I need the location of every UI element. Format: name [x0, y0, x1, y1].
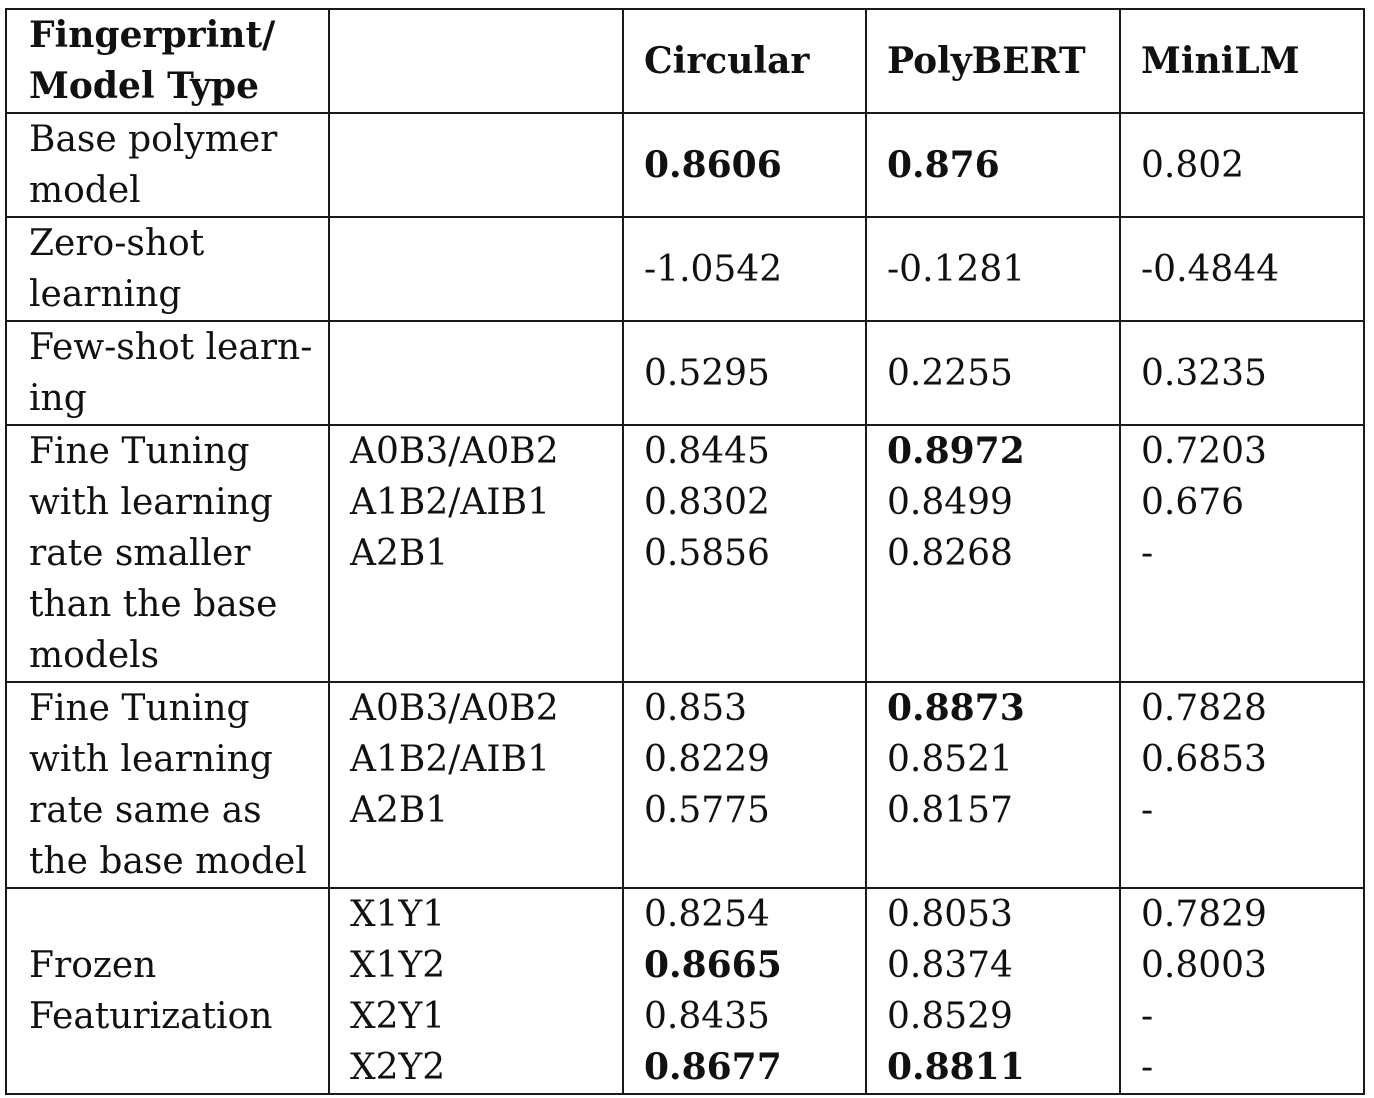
sub-item: A2B1: [350, 790, 449, 831]
table-row-frozen-featurization: [6, 888, 1364, 1094]
row-sub: [329, 888, 623, 1094]
row-label-line: rate smaller: [29, 533, 251, 574]
header-line-2: Model Type: [29, 65, 259, 107]
sub-item: A2B1: [350, 533, 449, 574]
row-label-line: Few-shot learn-: [29, 327, 313, 368]
cell-minilm: 0.3235: [1120, 321, 1364, 425]
row-label-line: Frozen: [29, 945, 157, 986]
value: 0.8003: [1141, 945, 1267, 986]
row-label: [6, 217, 329, 321]
value: 0.8677: [644, 1046, 782, 1088]
value: -: [1141, 790, 1154, 831]
table-row-few-shot: [6, 321, 1364, 425]
row-label: [6, 682, 329, 888]
row-sub: [329, 682, 623, 888]
cell-minilm: -0.4844: [1120, 217, 1364, 321]
value: 0.8873: [887, 687, 1025, 729]
cell-polybert: 0.2255: [866, 321, 1120, 425]
table-row-zero-shot: [6, 217, 1364, 321]
header-fingerprint-model-type: [6, 9, 329, 113]
row-label-line: Zero-shot: [29, 223, 205, 264]
table-row-fine-tuning-smaller-lr: [6, 425, 1364, 682]
sub-item: A0B3/A0B2: [350, 431, 559, 472]
cell-polybert: [866, 888, 1120, 1094]
value: 0.8529: [887, 996, 1013, 1037]
value: 0.5775: [644, 790, 770, 831]
cell-circular: 0.5295: [623, 321, 866, 425]
value: -: [1141, 533, 1154, 574]
row-label-line: the base model: [29, 841, 307, 882]
value: 0.8521: [887, 739, 1013, 780]
results-table: [5, 8, 1365, 1095]
value: 0.8811: [887, 1046, 1025, 1088]
row-sub: [329, 425, 623, 682]
sub-item: X2Y2: [350, 1047, 446, 1088]
sub-item: X2Y1: [350, 996, 446, 1037]
row-label-line: models: [29, 635, 160, 676]
row-label-line: Base polymer: [29, 119, 278, 160]
header-minilm: MiniLM: [1120, 9, 1364, 113]
cell-polybert: -0.1281: [866, 217, 1120, 321]
row-label: [6, 425, 329, 682]
header-polybert: PolyBERT: [866, 9, 1120, 113]
sub-item: A0B3/A0B2: [350, 688, 559, 729]
row-label-line: learning: [29, 274, 182, 315]
value: 0.853: [644, 688, 748, 729]
value: 0.8053: [887, 894, 1013, 935]
value: 0.8435: [644, 996, 770, 1037]
value: 0.8972: [887, 430, 1025, 472]
cell-minilm: [1120, 682, 1364, 888]
row-label: [6, 321, 329, 425]
row-label-line: Fine Tuning: [29, 688, 250, 729]
cell-circular: [623, 682, 866, 888]
row-sub: [329, 217, 623, 321]
value: 0.7828: [1141, 688, 1267, 729]
value: 0.8374: [887, 945, 1013, 986]
sub-item: X1Y2: [350, 945, 446, 986]
row-label-line: ing: [29, 378, 87, 419]
value: 0.8254: [644, 894, 770, 935]
value: 0.8268: [887, 533, 1013, 574]
value: 0.5856: [644, 533, 770, 574]
row-sub: [329, 321, 623, 425]
header-empty: [329, 9, 623, 113]
row-label-line: with learning: [29, 482, 273, 523]
cell-circular: 0.8606: [623, 113, 866, 217]
row-label-line: Fine Tuning: [29, 431, 250, 472]
value: 0.8665: [644, 944, 782, 986]
value: 0.7829: [1141, 894, 1267, 935]
cell-polybert: [866, 682, 1120, 888]
row-label-line: with learning: [29, 739, 273, 780]
header-row: [6, 9, 1364, 113]
cell-circular: [623, 425, 866, 682]
sub-item: A1B2/AIB1: [350, 739, 550, 780]
cell-circular: -1.0542: [623, 217, 866, 321]
value: 0.8229: [644, 739, 770, 780]
cell-polybert: 0.876: [866, 113, 1120, 217]
row-sub: [329, 113, 623, 217]
table-row-fine-tuning-same-lr: [6, 682, 1364, 888]
value: 0.8445: [644, 431, 770, 472]
cell-circular: [623, 888, 866, 1094]
value: 0.7203: [1141, 431, 1267, 472]
cell-minilm: [1120, 888, 1364, 1094]
value: 0.8302: [644, 482, 770, 523]
row-label: [6, 113, 329, 217]
row-label-line: rate same as: [29, 790, 262, 831]
sub-item: A1B2/AIB1: [350, 482, 550, 523]
sub-item: X1Y1: [350, 894, 446, 935]
row-label-line: model: [29, 170, 141, 211]
row-label: [6, 888, 329, 1094]
header-line-1: Fingerprint/: [29, 14, 276, 56]
value: -: [1141, 996, 1154, 1037]
value: -: [1141, 1047, 1154, 1088]
value: 0.676: [1141, 482, 1245, 523]
row-label-line: than the base: [29, 584, 278, 625]
cell-minilm: 0.802: [1120, 113, 1364, 217]
cell-minilm: [1120, 425, 1364, 682]
value: 0.8499: [887, 482, 1013, 523]
header-circular: Circular: [623, 9, 866, 113]
row-label-line: Featurization: [29, 996, 273, 1037]
value: 0.6853: [1141, 739, 1267, 780]
value: 0.8157: [887, 790, 1013, 831]
cell-polybert: [866, 425, 1120, 682]
table-row-base-polymer: [6, 113, 1364, 217]
